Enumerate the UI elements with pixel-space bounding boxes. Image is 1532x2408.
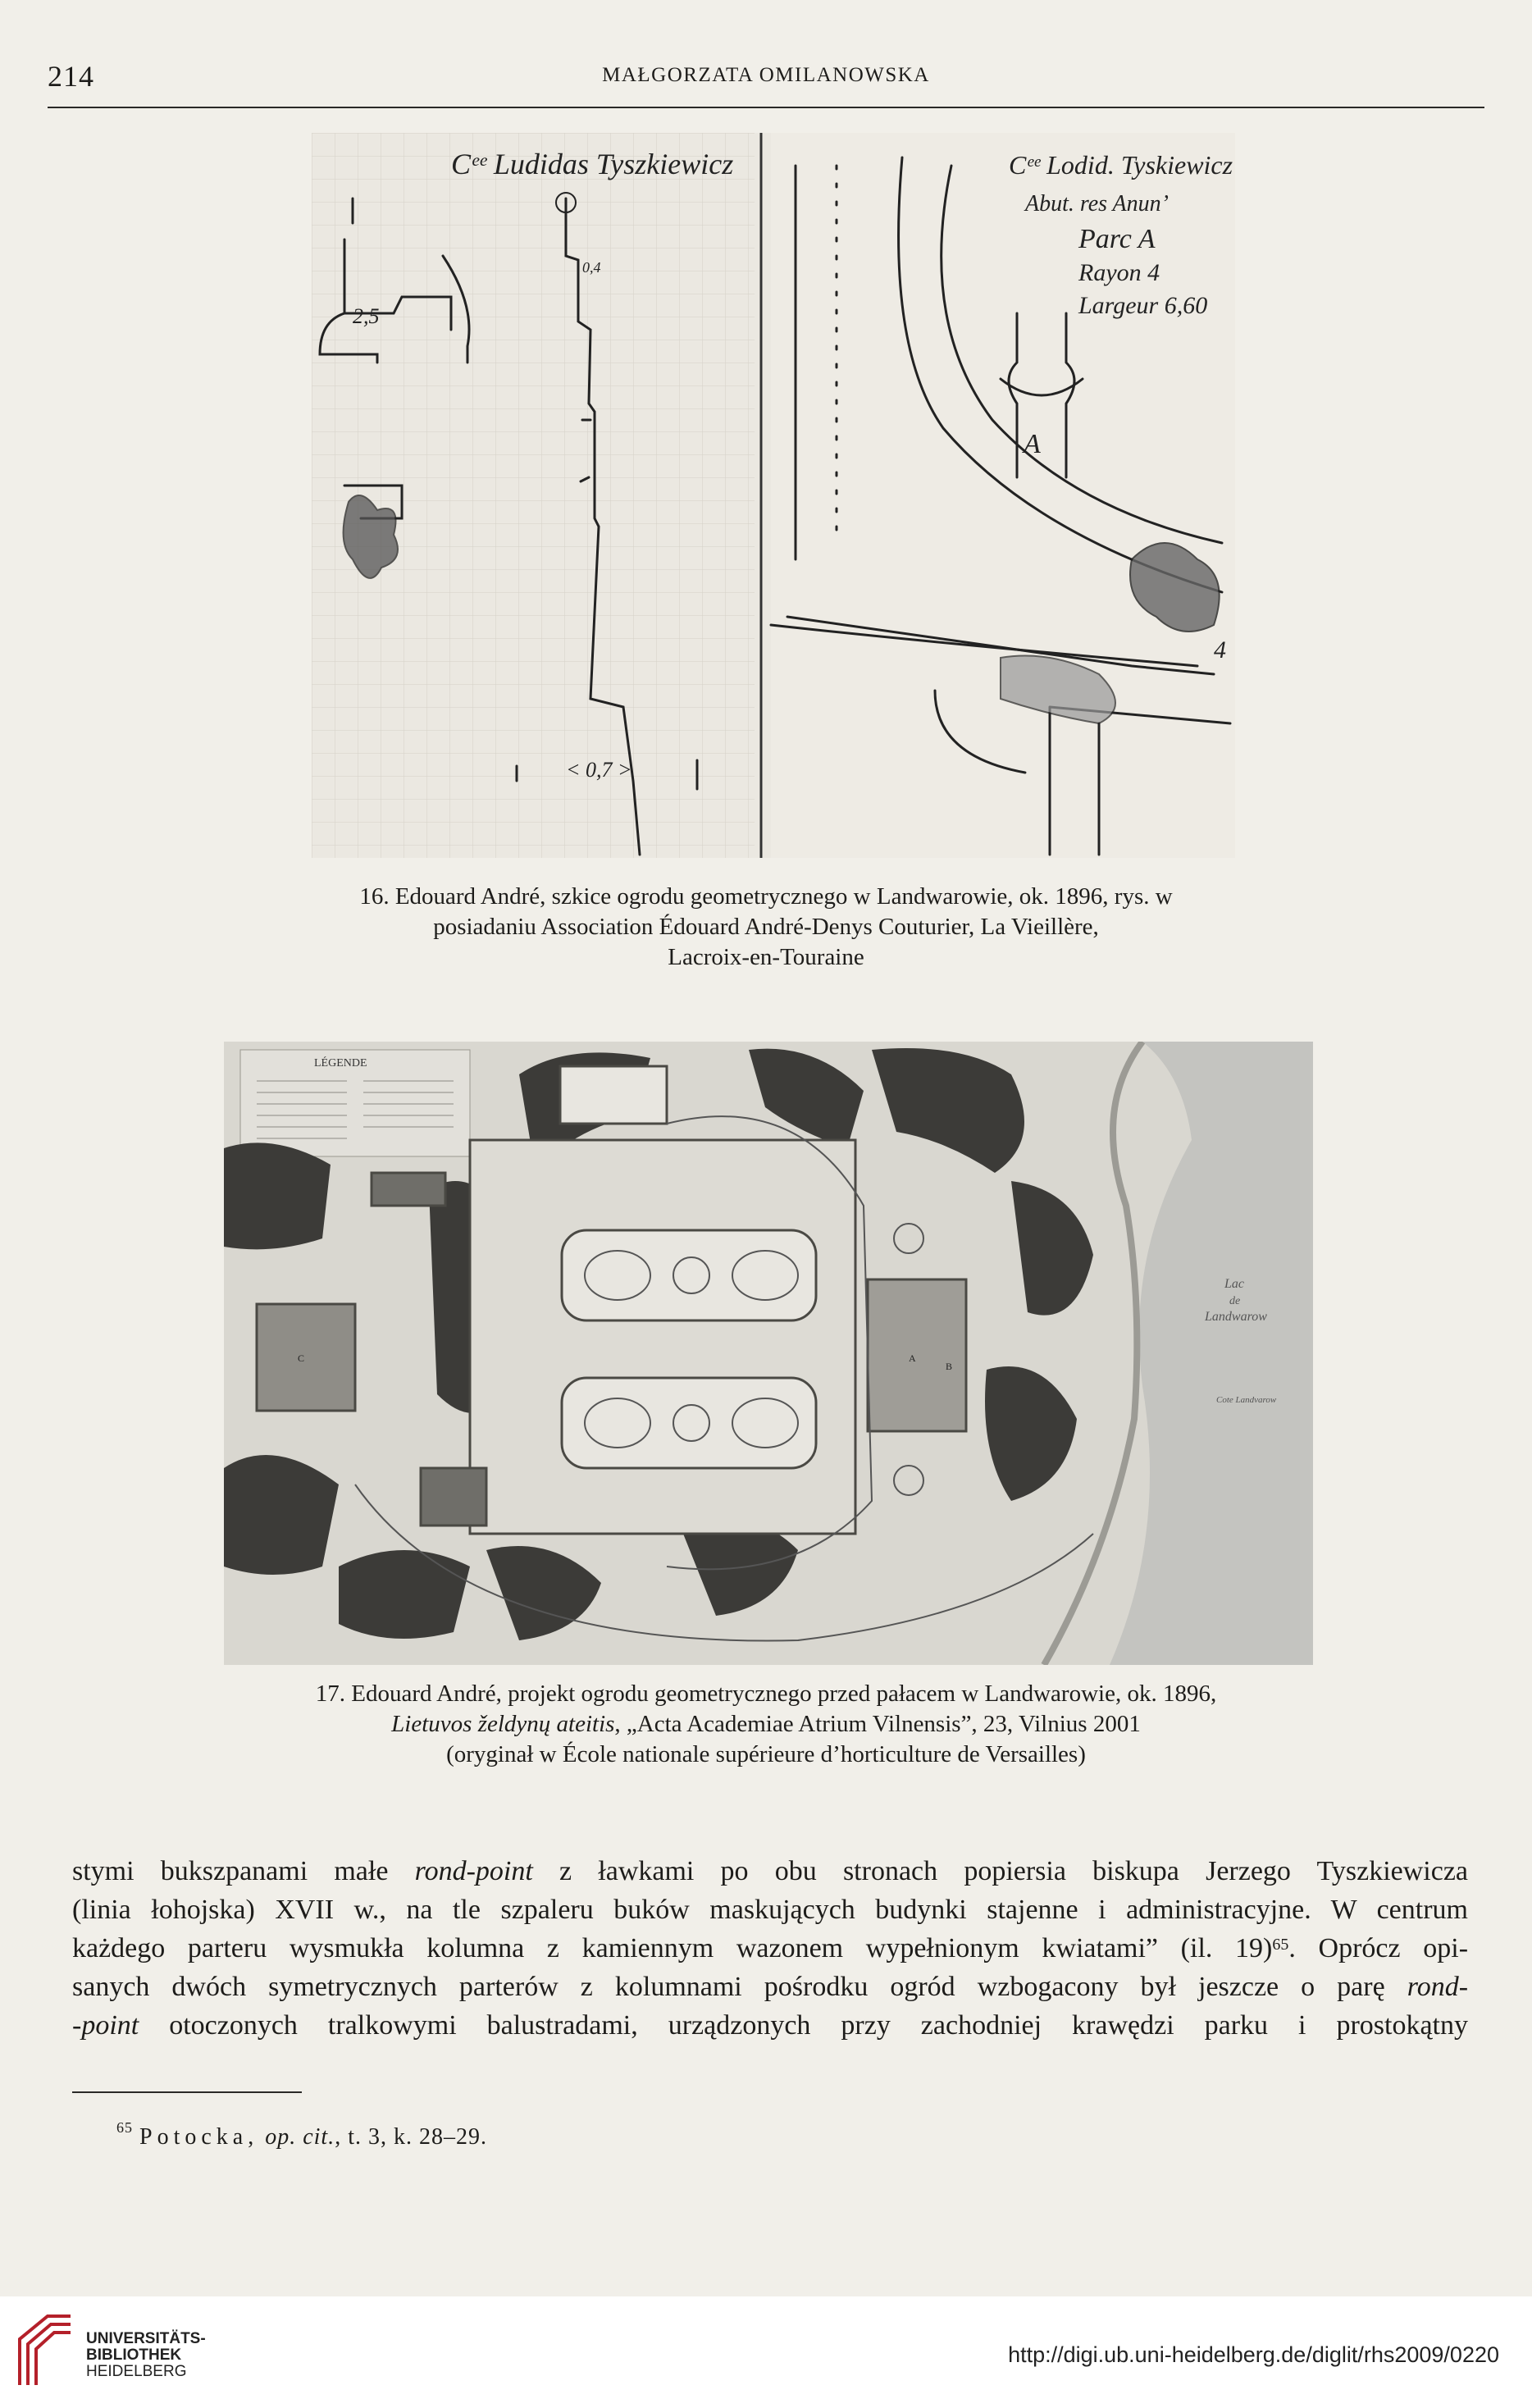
sketch-right-note-2: Rayon 4 xyxy=(1078,259,1160,286)
body-line xyxy=(72,2006,1468,2045)
figure-16-caption-line: 16. Edouard André, szkice ogrodu geometrycznego w Landwarowie, ok. 1896, rys. w xyxy=(359,883,1173,910)
sketch-left-dim-c: < 0,7 > xyxy=(566,758,632,782)
lake-label-1: Lac xyxy=(1224,1277,1244,1291)
caption-rest: , „Acta Academiae Atrium Vilnensis”, 23, Vilnius 2001 xyxy=(614,1711,1141,1737)
figure-16-sketch xyxy=(312,133,1235,858)
body-italic-term: rond-point xyxy=(414,1856,533,1886)
sketch-left-title: Cᵉᵉ Ludidas Tyszkiewicz xyxy=(451,148,734,180)
library-name-line: BIBLIOTHEK xyxy=(86,2346,182,2364)
sketch-right-title: Cᵉᵉ Lodid. Tyskiewicz xyxy=(1009,150,1233,180)
figure-17-caption xyxy=(0,1679,1532,1770)
sketch-right-label-a: A xyxy=(1024,429,1041,459)
figure-16-caption-line: posiadaniu Association Édouard André-Denys Couturier, La Vieillère, xyxy=(433,914,1099,940)
footnote-author: Potocka, xyxy=(139,2124,259,2150)
figure-17-plan xyxy=(224,1042,1313,1665)
library-name-line: HEIDELBERG xyxy=(86,2363,187,2380)
body-line xyxy=(72,1929,1468,1968)
page-number: 214 xyxy=(48,60,94,93)
figure-17-caption-line: (oryginał w École nationale supérieure d’horticulture de Versailles) xyxy=(446,1741,1086,1767)
footnote-ref[interactable]: 65 xyxy=(1272,1936,1289,1954)
figure-17-drawing xyxy=(224,1042,1313,1665)
sketch-right-number: 4 xyxy=(1214,636,1226,664)
running-head: MAŁGORZATA OMILANOWSKA xyxy=(602,64,930,86)
letter-c: C xyxy=(298,1352,305,1364)
body-text-run: (linia łohojska) XVII w., na tle szpaleru buków maskujących budynki stajenne i administracyjne. W centrum xyxy=(72,1895,1468,1925)
body-text-run: każdego parteru wysmukła kolumna z kamiennym wazonem wypełnionym kwiatami” (il. 19) xyxy=(72,1933,1273,1963)
body-text-run: stymi bukszpanami małe xyxy=(72,1856,389,1886)
header-rule xyxy=(48,107,1484,108)
figure-16-caption-line: Lacroix-en-Touraine xyxy=(668,944,864,970)
caption-italic-title: Lietuvos želdynų ateitis xyxy=(391,1711,615,1737)
figure-16-drawing xyxy=(312,133,1235,858)
footnote-number: 65 xyxy=(116,2119,133,2136)
body-text xyxy=(72,1852,1468,2045)
lake-label-2: de xyxy=(1229,1295,1241,1307)
sketch-right-subtitle: Abut. res Anun’ xyxy=(1025,191,1169,217)
letter-b: B xyxy=(946,1361,953,1372)
body-text-run: z ławkami po obu stronach popiersia biskupa Jerzego Tyszkiewicza xyxy=(559,1856,1469,1886)
body-text-run: otoczonych tralkowymi balustradami, urządzonych przy zachodniej krawędzi parku i prostokątny xyxy=(169,2010,1468,2041)
library-name[interactable] xyxy=(86,2331,206,2380)
body-line xyxy=(72,1968,1468,2006)
footnote-rule xyxy=(72,2091,302,2093)
document-url[interactable]: http://digi.ub.uni-heidelberg.de/diglit/rhs2009/0220 xyxy=(1008,2342,1499,2367)
body-line xyxy=(72,1890,1468,1929)
figure-16-caption xyxy=(0,882,1532,973)
sketch-right-note-1: Parc A xyxy=(1078,224,1156,254)
palace-label: A xyxy=(909,1352,916,1364)
footnote xyxy=(116,2119,487,2150)
figure-17-caption-line: 17. Edouard André, projekt ogrodu geometrycznego przed pałacem w Landwarowie, ok. 1896, xyxy=(315,1681,1217,1707)
figure-17-caption-line xyxy=(0,1709,1532,1740)
footnote-ref-italic: op. cit. xyxy=(265,2124,335,2150)
library-logo-icon[interactable] xyxy=(15,2311,75,2390)
sketch-left-dim-b: 0,4 xyxy=(582,259,601,276)
body-text-run: . Oprócz opi- xyxy=(1288,1933,1469,1963)
sketch-right-note-3: Largeur 6,60 xyxy=(1078,292,1208,319)
body-line xyxy=(72,1852,1468,1890)
footnote-rest: , t. 3, k. 28–29. xyxy=(335,2124,487,2150)
library-name-line: UNIVERSITÄTS- xyxy=(86,2330,206,2347)
small-note: Cote Landvarow xyxy=(1216,1395,1277,1405)
body-italic-term: -point xyxy=(72,2010,139,2041)
body-italic-term: rond- xyxy=(1407,1972,1469,2002)
sketch-left-dim-a: 2,5 xyxy=(353,304,380,328)
body-text-run: sanych dwóch symetrycznych parterów z kolumnami pośrodku ogród wzbogacony był jeszcze o parę xyxy=(72,1972,1385,2002)
lake-label-3: Landwarow xyxy=(1205,1310,1267,1324)
legend-title: LÉGENDE xyxy=(314,1057,367,1069)
